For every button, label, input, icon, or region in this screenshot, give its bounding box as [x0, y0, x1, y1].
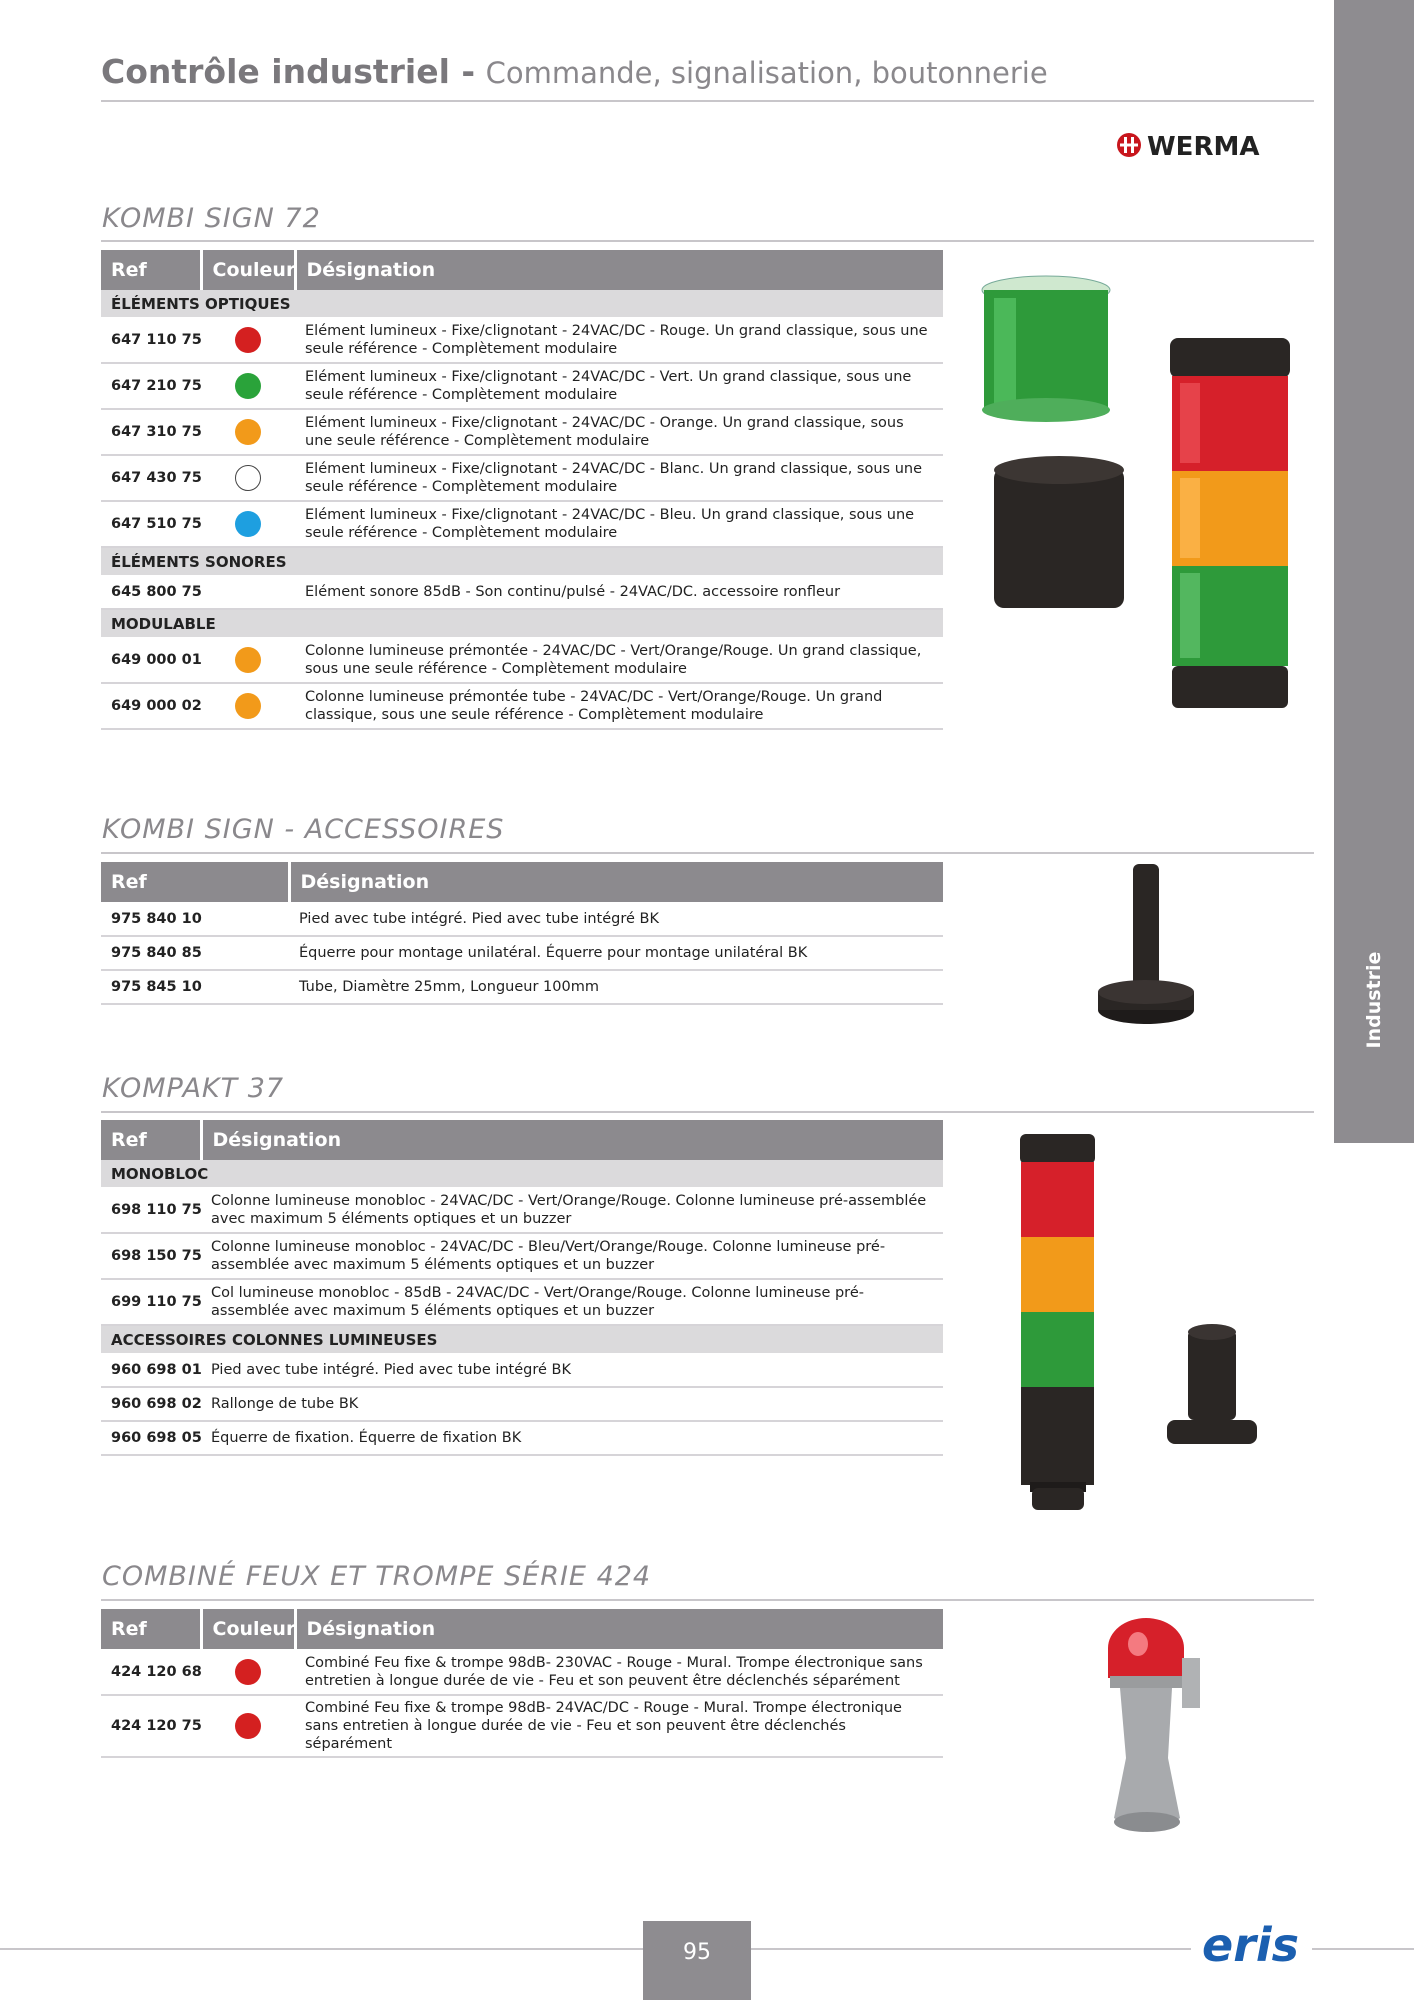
table-row [101, 1353, 943, 1387]
footer-rule-left [0, 1948, 643, 1950]
category-row: MODULABLE [101, 609, 943, 637]
ref-cell: 647 510 75 [101, 501, 201, 547]
col-header-designation: Désignation [295, 1609, 943, 1649]
eris-logo-text: eris [1202, 1918, 1300, 1972]
table-row [101, 1387, 943, 1421]
ref-cell: 649 000 01 [101, 637, 201, 683]
designation-cell: Pied avec tube intégré. Pied avec tube intégré BK [289, 902, 943, 936]
designation-cell: Col lumineuse monobloc - 85dB - 24VAC/DC - Vert/Orange/Rouge. Colonne lumineuse pré-assemblée avec maximum 5 éléments optiques et un buzzer [201, 1279, 943, 1325]
table-row [101, 637, 943, 683]
ref-cell: 647 210 75 [101, 363, 201, 409]
designation-cell: Elément lumineux - Fixe/clignotant - 24VAC/DC - Blanc. Un grand classique, sous une seule référence - Complètement modulaire [295, 455, 943, 501]
ref-cell: 975 840 85 [101, 936, 289, 970]
side-tab-label: Industrie [1363, 951, 1385, 1049]
col-header-designation: Désignation [201, 1120, 943, 1160]
kombi-sign-product-image [980, 268, 1315, 728]
section-rule [101, 240, 1314, 242]
category-row: ACCESSOIRES COLONNES LUMINEUSES [101, 1325, 943, 1353]
color-dot [235, 465, 261, 491]
designation-cell: Colonne lumineuse prémontée tube - 24VAC/DC - Vert/Orange/Rouge. Un grand classique, sous une seule référence - Complètement modulaire [295, 683, 943, 729]
table-row [101, 1421, 943, 1455]
werma-logo [1115, 130, 1310, 160]
col-header-ref: Ref [101, 862, 289, 902]
col-header-designation: Désignation [289, 862, 943, 902]
color-dot [235, 511, 261, 537]
ref-cell: 647 430 75 [101, 455, 201, 501]
footer-rule-right [1312, 1948, 1414, 1950]
section-title-accessoires: KOMBI SIGN - ACCESSOIRES [102, 814, 505, 845]
ref-cell: 424 120 68 [101, 1649, 201, 1695]
ref-cell: 698 110 75 [101, 1187, 201, 1233]
table-row [101, 902, 943, 936]
kombi72-table [101, 250, 943, 730]
designation-cell: Équerre pour montage unilatéral. Équerre pour montage unilatéral BK [289, 936, 943, 970]
table-row [101, 575, 943, 609]
designation-cell: Rallonge de tube BK [201, 1387, 943, 1421]
combine424-table [101, 1609, 943, 1758]
ref-cell: 645 800 75 [101, 575, 201, 609]
color-dot [235, 327, 261, 353]
table-row [101, 970, 943, 1004]
designation-cell: Tube, Diamètre 25mm, Longueur 100mm [289, 970, 943, 1004]
ref-cell: 699 110 75 [101, 1279, 201, 1325]
ref-cell: 424 120 75 [101, 1695, 201, 1757]
category-row: MONOBLOC [101, 1160, 943, 1187]
header-rule [101, 100, 1314, 102]
page-number: 95 [643, 1921, 751, 2000]
col-header-ref: Ref [101, 1120, 201, 1160]
footer-rule-mid [751, 1948, 1191, 1950]
table-row [101, 1695, 943, 1757]
ref-cell: 649 000 02 [101, 683, 201, 729]
section-rule [101, 1599, 1314, 1601]
designation-cell: Colonne lumineuse monobloc - 24VAC/DC - Bleu/Vert/Orange/Rouge. Colonne lumineuse pré-assemblée avec maximum 5 éléments optiques et un buzzer [201, 1233, 943, 1279]
kompakt37-table [101, 1120, 943, 1456]
werma-logo-text: WERMA [1147, 132, 1260, 160]
col-header-couleur: Couleur [201, 250, 295, 290]
designation-cell: Combiné Feu fixe & trompe 98dB- 230VAC - Rouge - Mural. Trompe électronique sans entretien à longue durée de vie - Feu et son peuvent être déclenchés séparément [295, 1649, 943, 1695]
designation-cell: Pied avec tube intégré. Pied avec tube intégré BK [201, 1353, 943, 1387]
section-rule [101, 852, 1314, 854]
table-row [101, 1233, 943, 1279]
section-rule [101, 1111, 1314, 1113]
ref-cell: 975 845 10 [101, 970, 289, 1004]
section-title-combine424: COMBINÉ FEUX ET TROMPE SÉRIE 424 [102, 1561, 652, 1592]
section-title-kompakt37: KOMPAKT 37 [102, 1073, 285, 1104]
designation-cell: Elément lumineux - Fixe/clignotant - 24VAC/DC - Bleu. Un grand classique, sous une seule référence - Complètement modulaire [295, 501, 943, 547]
table-row [101, 317, 943, 363]
pied-tube-product-image [1095, 862, 1205, 1032]
color-dot [235, 419, 261, 445]
designation-cell: Elément sonore 85dB - Son continu/pulsé - 24VAC/DC. accessoire ronfleur [295, 575, 943, 609]
col-header-couleur: Couleur [201, 1609, 295, 1649]
col-header-ref: Ref [101, 250, 201, 290]
table-row [101, 1279, 943, 1325]
ref-cell: 960 698 05 [101, 1421, 201, 1455]
col-header-designation: Désignation [295, 250, 943, 290]
ref-cell: 647 310 75 [101, 409, 201, 455]
page-title-sub: Commande, signalisation, boutonnerie [485, 56, 1048, 90]
designation-cell: Elément lumineux - Fixe/clignotant - 24VAC/DC - Vert. Un grand classique, sous une seule référence - Complètement modulaire [295, 363, 943, 409]
ref-cell: 960 698 02 [101, 1387, 201, 1421]
color-dot [235, 647, 261, 673]
col-header-ref: Ref [101, 1609, 201, 1649]
ref-cell: 975 840 10 [101, 902, 289, 936]
combine-feu-trompe-product-image [1098, 1618, 1208, 1843]
designation-cell: Équerre de fixation. Équerre de fixation BK [201, 1421, 943, 1455]
color-dot [235, 373, 261, 399]
table-row [101, 363, 943, 409]
designation-cell: Colonne lumineuse monobloc - 24VAC/DC - Vert/Orange/Rouge. Colonne lumineuse pré-assemblée avec maximum 5 éléments optiques et un buzzer [201, 1187, 943, 1233]
table-row [101, 1649, 943, 1695]
page-title [101, 52, 1048, 91]
category-row: ÉLÉMENTS OPTIQUES [101, 290, 943, 317]
table-row [101, 683, 943, 729]
color-dot [235, 1659, 261, 1685]
ref-cell: 698 150 75 [101, 1233, 201, 1279]
kompakt37-product-image [1010, 1130, 1280, 1515]
side-category-tab [1334, 0, 1414, 1143]
designation-cell: Elément lumineux - Fixe/clignotant - 24VAC/DC - Orange. Un grand classique, sous une seule référence - Complètement modulaire [295, 409, 943, 455]
table-row [101, 936, 943, 970]
page-title-main: Contrôle industriel - [101, 52, 476, 91]
ref-cell: 647 110 75 [101, 317, 201, 363]
category-row: ÉLÉMENTS SONORES [101, 547, 943, 575]
eris-logo [1200, 1915, 1300, 1975]
table-row [101, 1187, 943, 1233]
designation-cell: Elément lumineux - Fixe/clignotant - 24VAC/DC - Rouge. Un grand classique, sous une seule référence - Complètement modulaire [295, 317, 943, 363]
designation-cell: Colonne lumineuse prémontée - 24VAC/DC - Vert/Orange/Rouge. Un grand classique, sous une seule référence - Complètement modulaire [295, 637, 943, 683]
color-dot [235, 693, 261, 719]
designation-cell: Combiné Feu fixe & trompe 98dB- 24VAC/DC - Rouge - Mural. Trompe électronique sans entretien à longue durée de vie - Feu et son peuvent être déclenchés séparément [295, 1695, 943, 1757]
section-title-kombi72: KOMBI SIGN 72 [102, 203, 321, 234]
accessoires-table [101, 862, 943, 1005]
color-dot [235, 1713, 261, 1739]
table-row [101, 501, 943, 547]
table-row [101, 455, 943, 501]
table-row [101, 409, 943, 455]
ref-cell: 960 698 01 [101, 1353, 201, 1387]
